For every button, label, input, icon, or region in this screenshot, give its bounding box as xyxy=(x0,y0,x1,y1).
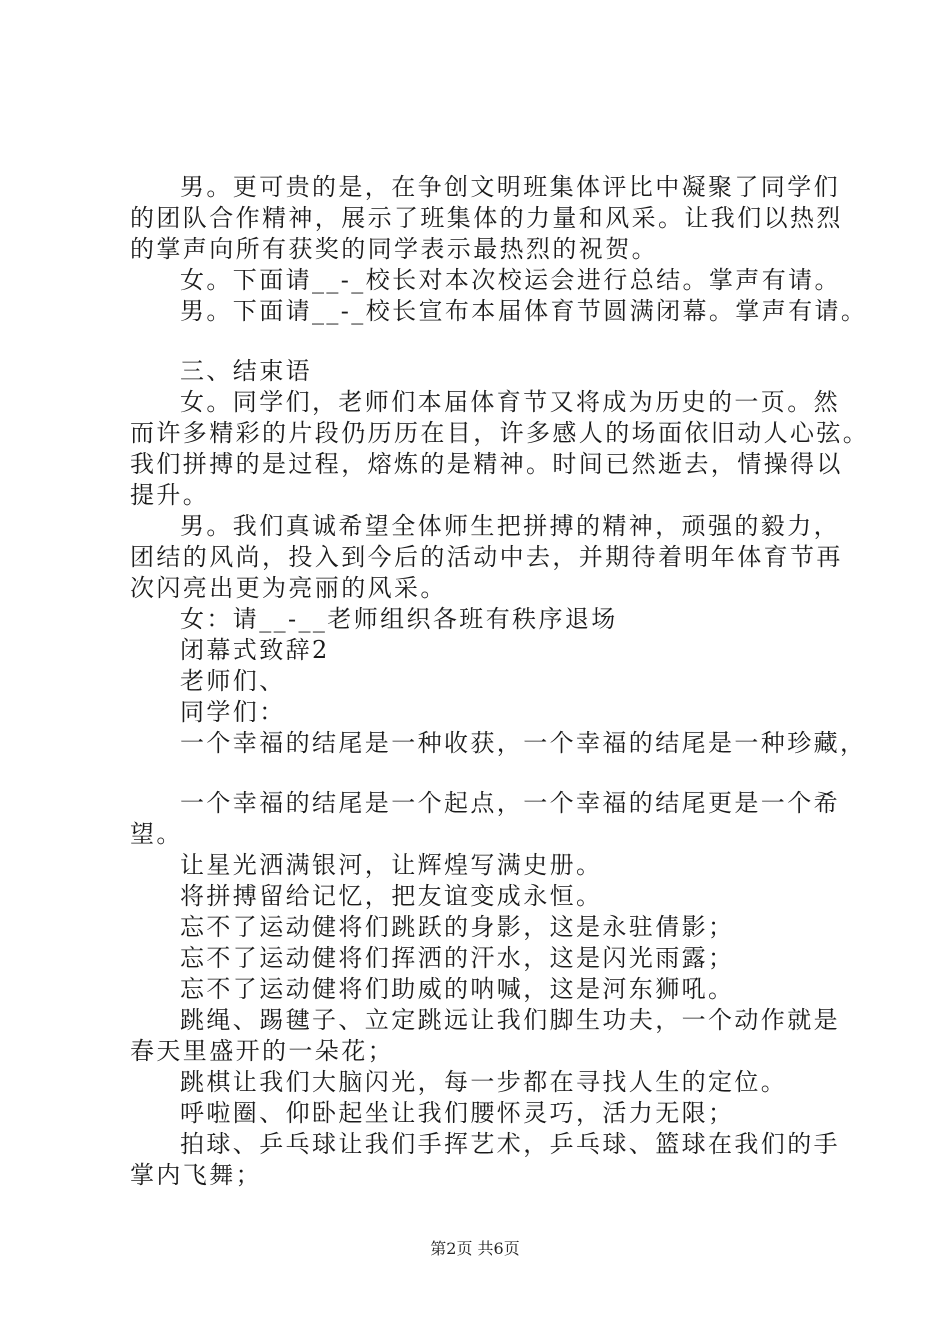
text-line: 忘不了运动健将们助威的呐喊，这是河东狮吼。 xyxy=(180,975,735,1003)
text-line: 闭幕式致辞2 xyxy=(180,636,330,664)
text-line: 而许多精彩的片段仍历历在目，许多感人的场面依旧动人心弦。 xyxy=(130,419,870,447)
text-line: 一个幸福的结尾是一个起点，一个幸福的结尾更是一个希 xyxy=(180,789,840,817)
text-line: 春天里盛开的一朵花； xyxy=(130,1037,394,1065)
text-line: 的掌声向所有获奖的同学表示最热烈的祝贺。 xyxy=(130,235,658,263)
text-line: 拍球、乒乓球让我们手挥艺术，乒乓球、篮球在我们的手 xyxy=(180,1130,840,1158)
document-body xyxy=(130,172,870,1191)
text-line: 提升。 xyxy=(130,481,210,509)
text-line: 呼啦圈、仰卧起坐让我们腰怀灵巧，活力无限； xyxy=(180,1099,735,1127)
text-line: 让星光洒满银河，让辉煌写满史册。 xyxy=(180,851,603,879)
text-line: 同学们： xyxy=(180,698,286,726)
page-footer: 第2页 共6页 xyxy=(430,1239,520,1258)
text-line: 忘不了运动健将们跳跃的身影，这是永驻倩影； xyxy=(180,913,735,941)
text-line: 掌内飞舞； xyxy=(130,1161,262,1189)
text-line: 女：请__-__老师组织各班有秩序退场 xyxy=(180,605,618,633)
text-line: 团结的风尚，投入到今后的活动中去，并期待着明年体育节再 xyxy=(130,543,843,571)
text-line: 次闪亮出更为亮丽的风采。 xyxy=(130,574,447,602)
text-line: 三、结束语 xyxy=(180,357,312,385)
text-line: 跳棋让我们大脑闪光，每一步都在寻找人生的定位。 xyxy=(180,1068,788,1096)
text-line: 女。下面请__-_校长对本次校运会进行总结。掌声有请。 xyxy=(180,266,841,294)
text-line: 男。我们真诚希望全体师生把拼搏的精神，顽强的毅力， xyxy=(180,512,840,540)
text-line: 望。 xyxy=(130,820,183,848)
text-line: 老师们、 xyxy=(180,667,286,695)
text-line: 一个幸福的结尾是一种收获，一个幸福的结尾是一种珍藏， xyxy=(180,729,867,757)
blank-line xyxy=(130,327,850,356)
text-line: 的团队合作精神，展示了班集体的力量和风采。让我们以热烈 xyxy=(130,204,843,232)
text-line: 我们拼搏的是过程，熔炼的是精神。时间已然逝去，情操得以 xyxy=(130,450,843,478)
text-line: 跳绳、踢毽子、立定跳远让我们脚生功夫，一个动作就是 xyxy=(180,1006,840,1034)
text-line: 将拼搏留给记忆，把友谊变成永恒。 xyxy=(180,882,603,910)
blank-line xyxy=(130,759,850,788)
text-line: 女。同学们，老师们本届体育节又将成为历史的一页。然 xyxy=(180,388,840,416)
text-line: 男。下面请__-_校长宣布本届体育节圆满闭幕。掌声有请。 xyxy=(180,297,868,325)
text-line: 男。更可贵的是，在争创文明班集体评比中凝聚了同学们 xyxy=(180,173,840,201)
text-line: 忘不了运动健将们挥洒的汗水，这是闪光雨露； xyxy=(180,944,735,972)
